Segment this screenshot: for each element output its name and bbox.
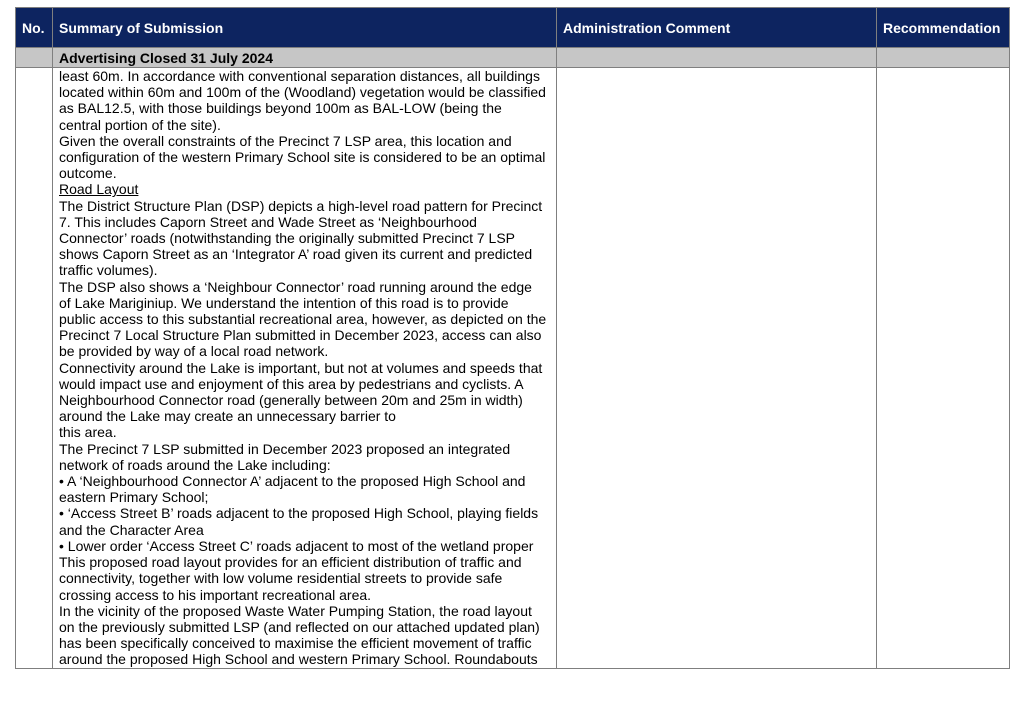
summary-line: around the Lake may create an unnecessary barrier to [59, 408, 396, 425]
summary-line: connectivity, together with low volume residential streets to provide safe [59, 570, 503, 587]
summary-line: of Lake Mariginiup. We understand the intention of this road is to provide [59, 294, 509, 311]
summary-line: around the proposed High School and western Primary School. Roundabouts [59, 651, 538, 668]
summary-line: • Lower order ‘Access Street C’ roads adjacent to most of the wetland proper [59, 537, 534, 554]
header-summary: Summary of Submission [53, 8, 557, 48]
admin-comment-cell [557, 68, 877, 669]
header-row [16, 8, 1010, 48]
summary-line: eastern Primary School; [59, 489, 209, 506]
summary-line: public access to this substantial recreational area, however, as depicted on the [59, 311, 547, 328]
summary-line: be provided by way of a local road network. [59, 343, 329, 360]
summary-line: network of roads around the Lake including: [59, 456, 331, 473]
section-admin-cell [557, 48, 877, 68]
summary-line: Neighbourhood Connector road (generally between 20m and 25m in width) [59, 392, 523, 409]
summary-line: The DSP also shows a ‘Neighbour Connector’ road running around the edge [59, 278, 532, 295]
header-admin-comment: Administration Comment [557, 8, 877, 48]
summary-line: • A ‘Neighbourhood Connector A’ adjacent to the proposed High School and [59, 473, 526, 490]
summary-line: has been specifically conceived to maximise the efficient movement of traffic [59, 635, 532, 652]
submissions-table [15, 7, 1010, 669]
summary-cell [53, 68, 557, 669]
summary-line: In the vicinity of the proposed Waste Water Pumping Station, the road layout [59, 602, 532, 619]
header-no: No. [16, 8, 53, 48]
row-no [16, 68, 53, 669]
section-row [16, 48, 1010, 68]
summary-line: crossing access to his important recreational area. [59, 586, 372, 603]
subheading-road-layout: Road Layout [59, 181, 139, 198]
summary-line: Precinct 7 Local Structure Plan submitted in December 2023, access can also [59, 327, 542, 344]
summary-line: this area. [59, 424, 117, 441]
summary-line: traffic volumes). [59, 262, 158, 279]
summary-line [59, 181, 550, 197]
summary-line: This proposed road layout provides for an efficient distribution of traffic and [59, 554, 522, 571]
header-recommendation: Recommendation [877, 8, 1010, 48]
section-recommendation-cell [877, 48, 1010, 68]
summary-line: 7. This includes Caporn Street and Wade Street as ‘Neighbourhood [59, 213, 477, 230]
table-row [16, 68, 1010, 669]
summary-line: outcome. [59, 165, 117, 182]
section-title: Advertising Closed 31 July 2024 [53, 48, 557, 68]
summary-line: least 60m. In accordance with conventional separation distances, all buildings [59, 68, 540, 84]
summary-line: Connector’ roads (notwithstanding the originally submitted Precinct 7 LSP [59, 230, 516, 247]
summary-line: • ‘Access Street B’ roads adjacent to the proposed High School, playing fields [59, 505, 539, 522]
summary-line: shows Caporn Street as an ‘Integrator A’ road given its current and predicted [59, 246, 533, 263]
summary-line: The Precinct 7 LSP submitted in December 2023 proposed an integrated [59, 440, 511, 457]
summary-line: Given the overall constraints of the Precinct 7 LSP area, this location and [59, 132, 512, 149]
summary-line: The District Structure Plan (DSP) depicts a high-level road pattern for Precinct [59, 197, 543, 214]
summary-line: configuration of the western Primary School site is considered to be an optimal [59, 149, 546, 166]
summary-line: on the previously submitted LSP (and reflected on our attached updated plan) [59, 618, 540, 635]
summary-line: would impact use and enjoyment of this area by pedestrians and cyclists. A [59, 375, 524, 392]
summary-line: central portion of the site). [59, 116, 221, 133]
summary-line: located within 60m and 100m of the (Woodland) vegetation would be classified [59, 84, 546, 101]
section-no-cell [16, 48, 53, 68]
summary-line: and the Character Area [59, 521, 204, 538]
summary-line: as BAL12.5, with those buildings beyond 100m as BAL-LOW (being the [59, 100, 502, 117]
recommendation-cell [877, 68, 1010, 669]
summary-text [59, 68, 550, 668]
summary-line: Connectivity around the Lake is important, but not at volumes and speeds that [59, 359, 543, 376]
